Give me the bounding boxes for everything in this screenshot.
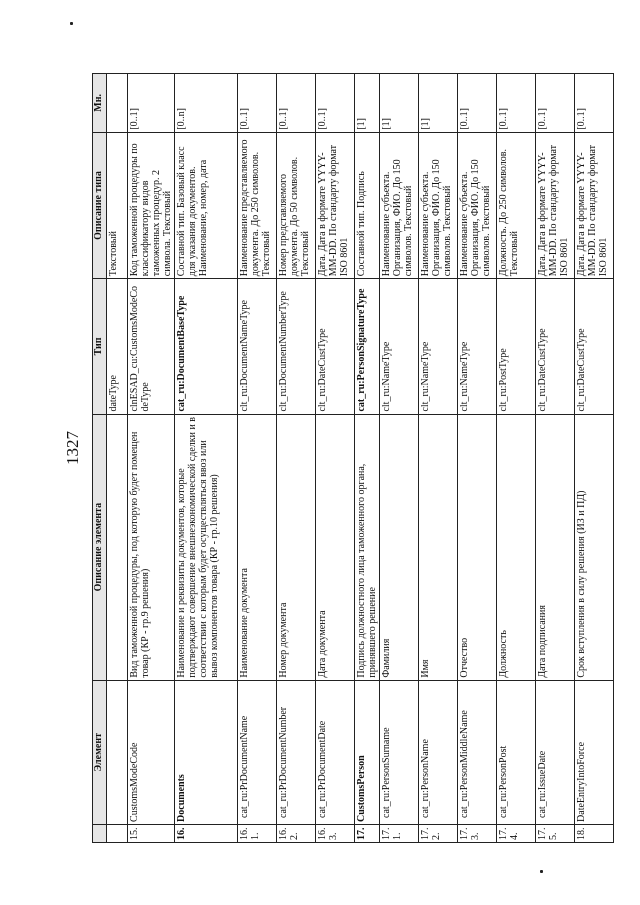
cell-type-description: Составной тип. Подпись <box>355 132 380 279</box>
cell-cardinality: [0..1] <box>277 74 316 133</box>
cell-num: 15. <box>128 824 175 842</box>
cell-type: clt_ru:DateCustType <box>536 279 575 414</box>
cell-type: clnESAD_cu:CustomsModeCodeType <box>128 279 175 414</box>
cell-type-description: Наименование субъекта. Организация, ФИО. До 150 символов. Текстовый <box>380 132 419 279</box>
table-row <box>536 74 575 843</box>
cell-cardinality: [1] <box>355 74 380 133</box>
cell-description: Наименование и реквизиты документов, которые подтверждают совершение внешнеэкономической сделки и в соответствии с которым будет осуществляться ввоз или вывоз компонентов товара (КР - гр.10 решения) <box>175 414 238 680</box>
cell-description: Фамилия <box>380 414 419 680</box>
table-row <box>107 74 128 843</box>
cell-description: Номер документа <box>277 414 316 680</box>
table-row <box>575 74 614 843</box>
cell-num: 16.3. <box>316 824 355 842</box>
cell-element: cat_ru:PersonPost <box>497 680 536 824</box>
cell-element: CustomsPerson <box>355 680 380 824</box>
cell-num: 17.4. <box>497 824 536 842</box>
cell-description: Дата документа <box>316 414 355 680</box>
scan-speck <box>70 22 73 25</box>
cell-cardinality: [0..1] <box>128 74 175 133</box>
cell-num: 17.2. <box>419 824 458 842</box>
cell-element: cat_ru:PrDocumentDate <box>316 680 355 824</box>
cell-cardinality: [0..1] <box>497 74 536 133</box>
cell-cardinality: [0..1] <box>316 74 355 133</box>
cell-cardinality: [1] <box>419 74 458 133</box>
cell-num: 18. <box>575 824 614 842</box>
cell-description: Должность <box>497 414 536 680</box>
table-row <box>128 74 175 843</box>
cell-num: 17. <box>355 824 380 842</box>
cell-cardinality: [0..1] <box>536 74 575 133</box>
schema-table <box>92 73 614 843</box>
cell-num: 16.1. <box>238 824 277 842</box>
cell-description: Дата подписания <box>536 414 575 680</box>
schema-table-rotated <box>92 73 609 843</box>
cell-element <box>107 680 128 824</box>
cell-type: clt_ru:DocumentNameType <box>238 279 277 414</box>
table-header-row <box>93 74 107 843</box>
cell-type: clt_ru:NameType <box>458 279 497 414</box>
cell-element: cat_ru:PrDocumentName <box>238 680 277 824</box>
header-cardinality: Мн. <box>93 74 107 133</box>
cell-type-description: Составной тип. Базовый класс для указания документов. Наименование, номер, дата <box>175 132 238 279</box>
cell-element: cat_ru:PersonName <box>419 680 458 824</box>
cell-type-description: Текстовый <box>107 132 128 279</box>
cell-cardinality: [0..1] <box>575 74 614 133</box>
cell-num: 17.1. <box>380 824 419 842</box>
cell-cardinality: [0..1] <box>458 74 497 133</box>
table-row <box>497 74 536 843</box>
cell-element: cat_ru:PrDocumentNumber <box>277 680 316 824</box>
table-row <box>277 74 316 843</box>
cell-description: Наименование документа <box>238 414 277 680</box>
cell-num: 16.2. <box>277 824 316 842</box>
cell-cardinality: [0..1] <box>238 74 277 133</box>
cell-type-description: Номер представляемого документа. До 50 символов. Текстовый <box>277 132 316 279</box>
header-element: Элемент <box>93 680 107 824</box>
cell-type-description: Дата. Дата в формате YYYY-MM-DD. По стандарту формат ISO 8601 <box>316 132 355 279</box>
cell-type-description: Наименование субъекта. Организация, ФИО. До 150 символов. Текстовый <box>419 132 458 279</box>
header-num <box>93 824 107 842</box>
table-row <box>175 74 238 843</box>
cell-description: Вид таможенной процедуры, под которую будет помещен товар (КР - гр.9 решения) <box>128 414 175 680</box>
cell-element: cat_ru:IssueDate <box>536 680 575 824</box>
cell-type: clt_ru:DateCustType <box>575 279 614 414</box>
cell-description: Отчество <box>458 414 497 680</box>
cell-cardinality <box>107 74 128 133</box>
cell-element: CustomsModeCode <box>128 680 175 824</box>
cell-description: Подпись должностного лица таможенного органа, принявшего решение <box>355 414 380 680</box>
cell-type: clt_ru:NameType <box>419 279 458 414</box>
cell-type: clt_ru:DateCustType <box>316 279 355 414</box>
cell-type-description: Наименование представляемого документа. До 250 символов. Текстовый <box>238 132 277 279</box>
cell-type-description: Дата. Дата в формате YYYY-MM-DD. По стандарту формат ISO 8601 <box>575 132 614 279</box>
cell-type-description: Должность. До 250 символов. Текстовый <box>497 132 536 279</box>
table-row <box>238 74 277 843</box>
cell-description <box>107 414 128 680</box>
cell-description: Имя <box>419 414 458 680</box>
cell-element: Documents <box>175 680 238 824</box>
cell-type: clt_ru:DocumentNumberType <box>277 279 316 414</box>
cell-num: 17.3. <box>458 824 497 842</box>
cell-description: Срок вступления в силу решения (ИЗ и ПД) <box>575 414 614 680</box>
cell-type: cat_ru:DocumentBaseType <box>175 279 238 414</box>
cell-num: 16. <box>175 824 238 842</box>
cell-type-description: Дата. Дата в формате YYYY-MM-DD. По стандарту формат ISO 8601 <box>536 132 575 279</box>
scan-speck <box>540 870 543 873</box>
cell-cardinality: [1] <box>380 74 419 133</box>
table-row <box>316 74 355 843</box>
table-row <box>419 74 458 843</box>
cell-type-description: Наименование субъекта. Организация, ФИО. До 150 символов. Текстовый <box>458 132 497 279</box>
cell-element: DateEntryIntoForce <box>575 680 614 824</box>
cell-element: cat_ru:PersonMiddleName <box>458 680 497 824</box>
table-row <box>380 74 419 843</box>
cell-element: cat_ru:PersonSurname <box>380 680 419 824</box>
header-type-description: Описание типа <box>93 132 107 279</box>
cell-type: clt_ru:PostType <box>497 279 536 414</box>
cell-type: clt_ru:NameType <box>380 279 419 414</box>
cell-type-description: Код таможенной процедуры по классификатору видов таможенных процедур. 2 символа. Текстовый <box>128 132 175 279</box>
cell-type: cat_ru:PersonSignatureType <box>355 279 380 414</box>
cell-type: dateType <box>107 279 128 414</box>
table-row <box>355 74 380 843</box>
cell-num: 17.5. <box>536 824 575 842</box>
cell-cardinality: [0..n] <box>175 74 238 133</box>
header-description: Описание элемента <box>93 414 107 680</box>
cell-num <box>107 824 128 842</box>
header-type: Тип <box>93 279 107 414</box>
table-row <box>458 74 497 843</box>
page-number: 1327 <box>63 431 82 465</box>
